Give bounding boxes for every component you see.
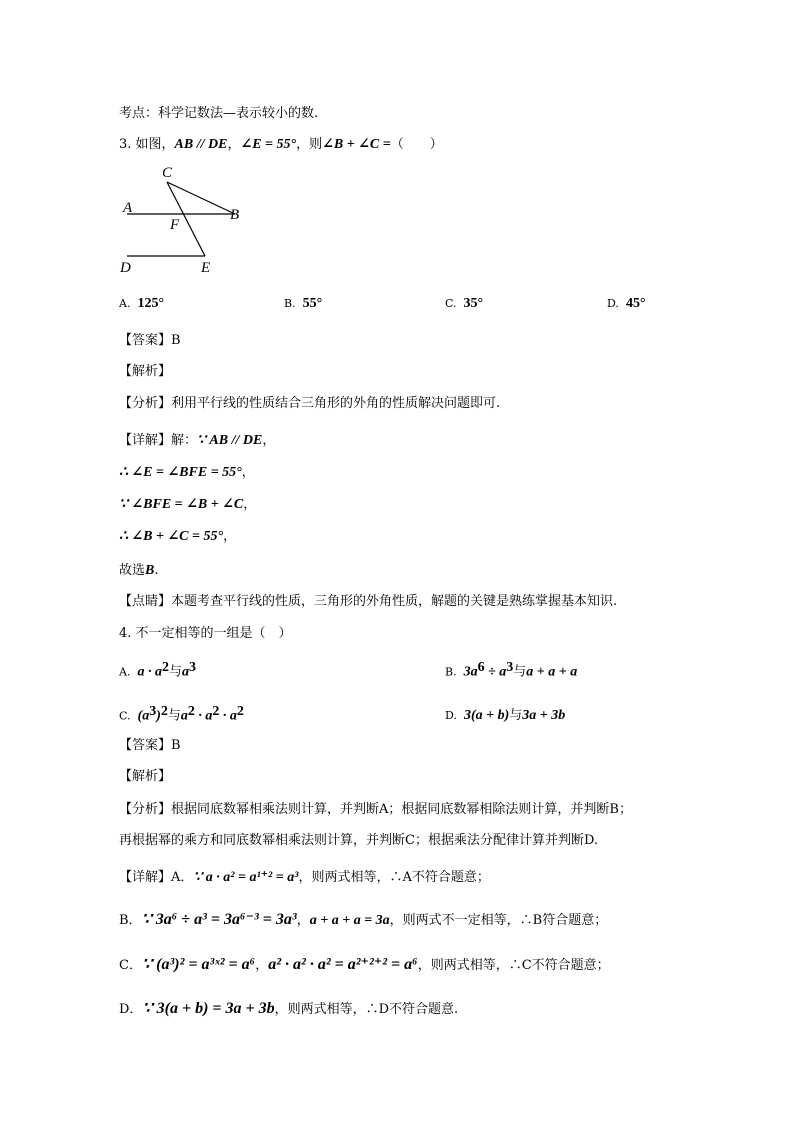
q3-ask-pre: ，则 <box>296 137 323 152</box>
punct: ， <box>255 958 269 973</box>
q3-option-d <box>607 296 646 312</box>
detail-expr: ∵ a · a² = a¹⁺² = a³ <box>193 870 299 885</box>
expr: a · a <box>137 664 162 680</box>
line-cb <box>167 182 235 214</box>
exponent: 3 <box>149 704 157 719</box>
choose-pre: 故选 <box>119 563 146 578</box>
exponent: 2 <box>160 704 168 719</box>
exponent: 2 <box>212 704 220 719</box>
q4-stem: 4. 不一定相等的一组是（ ） <box>119 626 292 641</box>
detail-expr: ∵ 3a⁶ ÷ a³ = 3a⁶⁻³ = 3a³ <box>141 911 297 928</box>
exponent: 2 <box>187 704 195 719</box>
exponent: 6 <box>477 660 485 675</box>
step2-expr: ∴ ∠E = ∠BFE = 55° <box>119 465 242 480</box>
detail-expr: a² · a² · a² = a²⁺²⁺² = a⁶ <box>268 956 418 973</box>
q4-detail-b <box>119 910 607 931</box>
exponent: 2 <box>236 704 244 719</box>
q3-cond1: AB // DE <box>174 137 228 152</box>
expr: · a <box>219 708 237 724</box>
detail-text: ，则两式相等，∴A不符合题意； <box>298 870 490 885</box>
q4-detail-c <box>119 955 610 976</box>
label-c: C <box>162 165 173 181</box>
option-letter: A. <box>119 297 131 310</box>
option-letter: C. <box>445 297 457 310</box>
q4-option-b <box>445 660 577 681</box>
detail-prefix: D． <box>119 1002 143 1017</box>
detail-prefix: B． <box>119 913 142 928</box>
expr: · a <box>194 708 213 724</box>
q3-dianjing: 【点睛】本题考查平行线的性质，三角形的外角性质，解题的关键是熟练掌握基本知识. <box>119 594 618 609</box>
expr: a <box>180 708 188 724</box>
punct: ， <box>243 497 257 512</box>
q3-paren: （ ） <box>390 137 443 152</box>
option-letter: B. <box>445 665 457 679</box>
q4-fenxi-2: 再根据幂的乘方和同底数幂相乘法则计算，并判断C；根据乘法分配律计算并判断D. <box>119 833 599 848</box>
q3-detail-step1 <box>119 431 275 451</box>
option-letter: B. <box>284 297 296 310</box>
q3-sep: ， <box>227 137 241 152</box>
label-e: E <box>201 260 211 276</box>
expr: a + a + a <box>526 664 578 680</box>
q3-option-c <box>445 296 483 312</box>
q3-answer: 【答案】B <box>119 333 181 348</box>
step4-expr: ∴ ∠B + ∠C = 55° <box>119 529 224 544</box>
q3-detail-step3 <box>119 495 256 515</box>
q3-jiexi: 【解析】 <box>119 364 172 379</box>
expr: 3a <box>463 664 478 680</box>
q3-number: 3. 如图， <box>119 137 175 152</box>
step1-expr: ∵ AB // DE <box>197 433 263 448</box>
q3-detail-step4 <box>119 527 236 547</box>
expr: a <box>181 664 189 680</box>
detail-expr: ∵ 3(a + b) = 3a + 3b <box>142 1000 275 1017</box>
option-value: 125° <box>137 296 165 311</box>
q3-fenxi: 【分析】利用平行线的性质结合三角形的外角的性质解决问题即可. <box>119 396 501 411</box>
exponent: 3 <box>506 660 514 675</box>
kaodian-line: 考点：科学记数法—表示较小的数. <box>119 106 319 121</box>
q4-jiexi: 【解析】 <box>119 769 172 784</box>
q3-ask: ∠B + ∠C = <box>322 137 391 152</box>
option-letter: D. <box>607 297 619 310</box>
option-value: 35° <box>463 296 484 311</box>
detail-expr: ∵ (a³)² = a³ˣ² = a⁶ <box>141 956 256 973</box>
q4-detail-d <box>119 999 458 1020</box>
detail-label: 【详解】解： <box>119 433 198 448</box>
label-b: B <box>230 207 240 223</box>
yu: 与 <box>513 664 527 680</box>
punct: ， <box>262 433 276 448</box>
option-letter: D. <box>445 709 457 722</box>
option-letter: C. <box>119 709 131 723</box>
label-f: F <box>170 217 180 233</box>
punct: . <box>154 563 159 578</box>
choose-value: B <box>145 563 155 578</box>
yu: 与 <box>167 708 181 724</box>
detail-prefix: C． <box>119 958 142 973</box>
question-3-stem <box>119 135 443 155</box>
q3-cond2: ∠E = 55° <box>240 137 297 152</box>
detail-text: ，则两式相等，∴D不符合题意. <box>274 1002 459 1017</box>
parallel-lines-figure <box>115 160 255 280</box>
q3-choose <box>119 561 159 581</box>
q4-option-a <box>119 660 196 681</box>
expr: 3(a + b) <box>463 708 510 723</box>
q4-fenxi-1: 【分析】根据同底数幂相乘法则计算，并判断A；根据同底数幂相除法则计算，并判断B； <box>119 802 632 817</box>
detail-prefix: 【详解】A． <box>119 870 194 885</box>
q4-detail-a <box>119 868 490 888</box>
exponent: 2 <box>161 660 169 675</box>
detail-text: ，则两式相等，∴C不符合题意； <box>417 958 610 973</box>
exponent: 3 <box>188 660 196 675</box>
detail-expr: a + a + a = 3a <box>309 913 390 928</box>
yu: 与 <box>509 708 523 723</box>
q3-option-b <box>284 296 322 312</box>
label-a: A <box>123 200 133 216</box>
punct: ， <box>241 465 255 480</box>
expr: ÷ a <box>484 664 507 680</box>
punct: ， <box>223 529 237 544</box>
step3-expr: ∵ ∠BFE = ∠B + ∠C <box>119 497 244 512</box>
detail-text: ，则两式不一定相等，∴B符合题意； <box>389 913 608 928</box>
expr: (a <box>137 708 150 724</box>
q3-detail-step2 <box>119 463 255 483</box>
yu: 与 <box>168 664 182 680</box>
label-d: D <box>120 260 131 276</box>
punct: ， <box>296 913 310 928</box>
expr: 3a + 3b <box>522 708 566 723</box>
option-value: 55° <box>302 296 323 311</box>
expr: ) <box>156 708 161 724</box>
option-value: 45° <box>625 296 646 311</box>
q4-option-d <box>445 704 565 724</box>
q3-option-a <box>119 296 164 312</box>
q4-answer: 【答案】B <box>119 738 181 753</box>
option-letter: A. <box>119 665 131 679</box>
q4-option-c <box>119 704 244 725</box>
